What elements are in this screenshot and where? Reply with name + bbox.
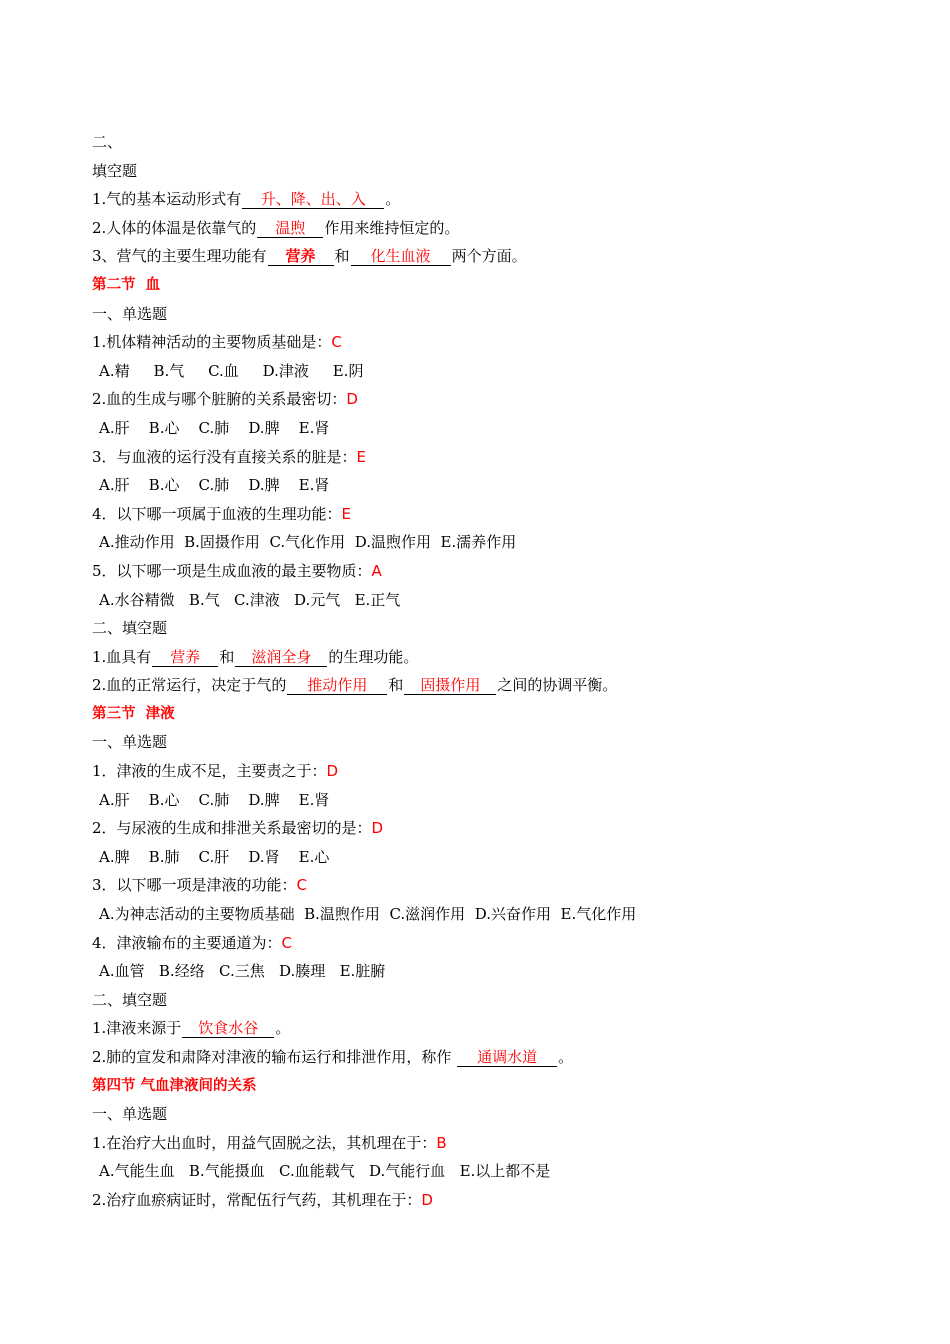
answer-letter: B	[436, 1133, 447, 1152]
question-text: 2.肺的宣发和肃降对津液的输布运行和排泄作用，称作	[92, 1048, 457, 1066]
options-line: A.肝 B.心 C.肺 D.脾 E.肾	[99, 790, 330, 809]
question	[92, 557, 912, 586]
question-text: 2.血的正常运行，决定于气的	[92, 676, 287, 695]
answer-blank: 化生血液	[351, 247, 451, 266]
question-text: 1.机体精神活动的主要物质基础是：	[92, 333, 332, 352]
section-heading: 第四节 气血津液间的关系	[92, 1077, 257, 1094]
question	[92, 814, 912, 843]
answer-letter: D	[326, 762, 339, 781]
options-line: A.气能生血 B.气能摄血 C.血能载气 D.气能行血 E.以上都不是	[99, 1162, 551, 1181]
question-text: 。	[558, 1048, 574, 1066]
question-text: 3．与血液的运行没有直接关系的脏是：	[92, 447, 357, 466]
question-text: 1.在治疗大出血时，用益气固脱之法，其机理在于：	[92, 1133, 437, 1152]
question-text: 2．与尿液的生成和排泄关系最密切的是：	[92, 819, 372, 838]
question	[92, 1186, 912, 1215]
question-text: 2.治疗血瘀病证时，常配伍行气药，其机理在于：	[92, 1190, 422, 1209]
answer-letter: A	[371, 561, 382, 580]
question-text: 和	[334, 247, 350, 266]
fill-section-title: 填空题	[92, 161, 138, 180]
options-line: A.肝 B.心 C.肺 D.脾 E.肾	[99, 476, 330, 495]
answer-letter: D	[421, 1190, 433, 1209]
answer-blank: 饮食水谷	[182, 1019, 274, 1038]
question	[92, 385, 912, 414]
answer-letter: E	[356, 447, 367, 466]
answer-letter: D	[371, 819, 384, 838]
options-line: A.脾 B.肺 C.肝 D.肾 E.心	[99, 847, 330, 866]
options-line: A.精 B.气 C.血 D.津液 E.阴	[99, 361, 364, 380]
question-text: 2.人体的体温是依靠气的	[92, 218, 257, 237]
answer-blank: 温煦	[257, 219, 323, 238]
question-text: 4．津液输布的主要通道为：	[92, 933, 282, 952]
answer-blank: 营养	[268, 247, 334, 266]
question	[92, 757, 912, 786]
question-text: 5．以下哪一项是生成血液的最主要物质：	[92, 561, 372, 580]
options-line: A.血管 B.经络 C.三焦 D.腠理 E.脏腑	[99, 962, 386, 981]
question	[92, 929, 912, 958]
answer-blank: 升、降、出、入	[242, 190, 384, 209]
options-line: A.肝 B.心 C.肺 D.脾 E.肾	[99, 418, 330, 437]
question-text: 1．津液的生成不足，主要责之于：	[92, 762, 327, 781]
single-choice-title: 一、单选题	[92, 1105, 168, 1124]
options-line: A.水谷精微 B.气 C.津液 D.元气 E.正气	[99, 590, 401, 609]
single-choice-title: 一、单选题	[92, 733, 168, 752]
question	[92, 185, 912, 214]
options-line: A.推动作用 B.固摄作用 C.气化作用 D.温煦作用 E.濡养作用	[99, 533, 517, 552]
answer-blank: 滋润全身	[235, 648, 327, 667]
answer-letter: D	[346, 390, 358, 409]
question-text: 3．以下哪一项是津液的功能：	[92, 876, 297, 895]
section-heading: 第二节 血	[92, 276, 161, 293]
question-text: 和	[219, 647, 235, 666]
question	[92, 671, 912, 700]
question	[92, 1014, 912, 1043]
single-choice-title: 一、单选题	[92, 304, 168, 323]
answer-letter: E	[341, 504, 352, 523]
answer-blank: 固摄作用	[404, 676, 496, 695]
answer-blank: 营养	[152, 648, 218, 667]
question	[92, 500, 912, 529]
question-text: 1.津液来源于	[92, 1019, 182, 1038]
question-text: 。	[275, 1019, 291, 1038]
question-text: 的生理功能。	[328, 647, 419, 666]
answer-letter: C	[281, 933, 293, 952]
fill-section-title: 二、填空题	[92, 619, 168, 638]
question-text: 和	[388, 676, 404, 695]
options-line: A.为神志活动的主要物质基础 B.温煦作用 C.滋润作用 D.兴奋作用 E.气化作用	[99, 905, 637, 924]
answer-letter: C	[331, 333, 342, 352]
question	[92, 214, 912, 243]
question	[92, 443, 912, 472]
section-number: 二、	[92, 133, 123, 151]
question-text: 2.血的生成与哪个脏腑的关系最密切：	[92, 390, 347, 409]
question	[92, 328, 912, 357]
fill-section-title: 二、填空题	[92, 990, 168, 1009]
section-heading: 第三节 津液	[92, 705, 175, 722]
question-text: 。	[385, 190, 401, 209]
answer-letter: C	[296, 876, 308, 895]
question	[92, 871, 912, 900]
question-text: 两个方面。	[451, 247, 527, 266]
question	[92, 242, 912, 271]
document-page	[92, 128, 912, 1215]
answer-blank: 推动作用	[287, 676, 387, 695]
question	[92, 1129, 912, 1158]
question-text: 4．以下哪一项属于血液的生理功能：	[92, 504, 342, 523]
question-text: 3、营气的主要生理功能有	[92, 247, 267, 266]
answer-blank: 通调水道	[457, 1048, 557, 1067]
question	[92, 643, 912, 672]
question	[92, 1043, 912, 1072]
question-text: 之间的协调平衡。	[497, 676, 618, 695]
question-text: 作用来维持恒定的。	[324, 218, 460, 237]
question-text: 1.气的基本运动形式有	[92, 190, 242, 209]
question-text: 1.血具有	[92, 647, 152, 666]
